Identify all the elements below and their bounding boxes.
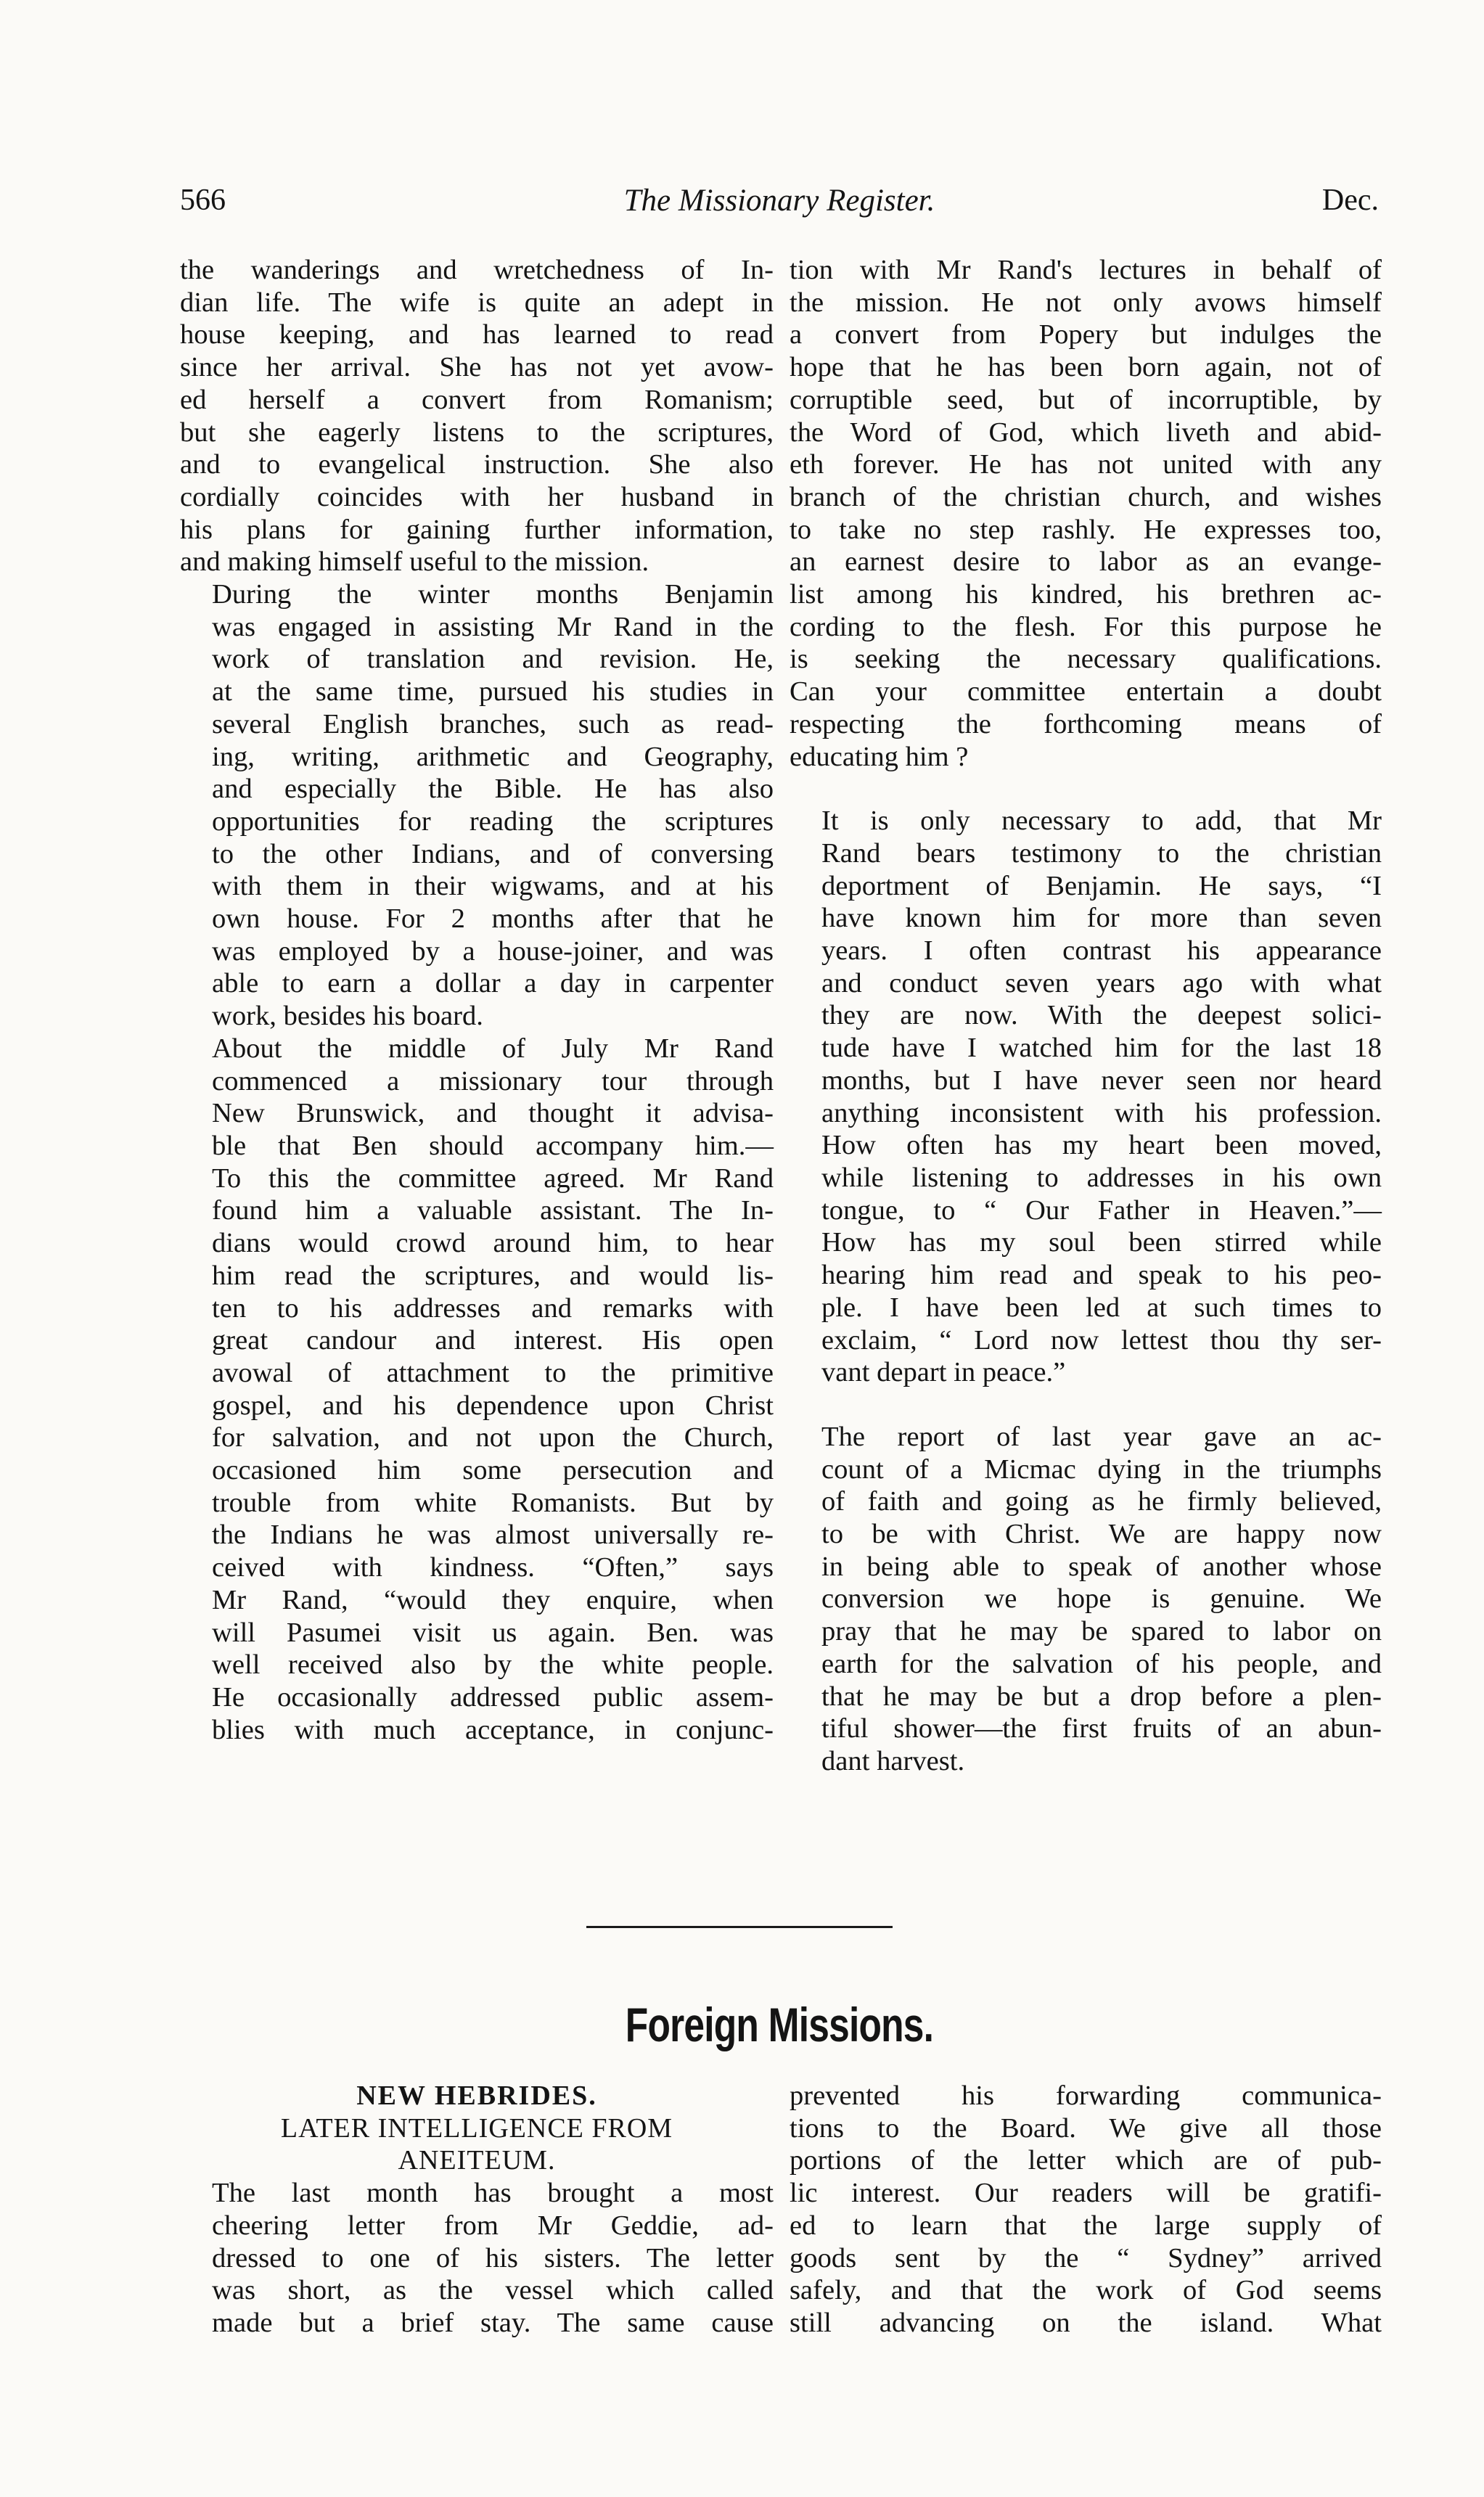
- text-line: The last month has brought a most: [212, 2178, 774, 2209]
- text-line: in being able to speak of another whose: [821, 1551, 1382, 1582]
- text-line: they are now. With the deepest solici-: [821, 1000, 1382, 1031]
- text-line: the Word of God, which liveth and abid-: [790, 417, 1382, 448]
- text-line: him read the scriptures, and would lis-: [212, 1260, 774, 1291]
- text-line: goods sent by the “ Sydney” arrived: [790, 2242, 1382, 2273]
- text-line: tude have I watched him for the last 18: [821, 1033, 1382, 1064]
- text-line: that he may be but a drop before a plen-: [821, 1681, 1382, 1712]
- right-column-bottom: [790, 2080, 1382, 2340]
- text-line: prevented his forwarding communica-: [790, 2080, 1382, 2111]
- text-line: dian life. The wife is quite an adept in: [180, 287, 774, 318]
- text-line: tions to the Board. We give all those: [790, 2112, 1382, 2144]
- text-line: ing, writing, arithmetic and Geography,: [212, 741, 774, 772]
- text-line: Mr Rand, “would they enquire, when: [212, 1584, 774, 1615]
- text-line: dressed to one of his sisters. The letter: [212, 2242, 774, 2273]
- text-line: the wanderings and wretchedness of In-: [180, 255, 774, 285]
- text-line: while listening to addresses in his own: [821, 1162, 1382, 1193]
- text-line: months, but I have never seen nor heard: [821, 1065, 1382, 1096]
- text-line: ceived with kindness. “Often,” says: [212, 1552, 774, 1583]
- text-line: for salvation, and not upon the Church,: [212, 1422, 774, 1453]
- text-line: and making himself useful to the mission.: [180, 546, 649, 578]
- article-heading: NEW HEBRIDES.: [356, 2080, 597, 2111]
- text-line: work, besides his board.: [212, 1001, 483, 1032]
- text-line: hope that he has been born again, not of: [790, 352, 1382, 383]
- text-line: an earnest desire to labor as an evange-: [790, 546, 1382, 578]
- text-line: occasioned him some persecution and: [212, 1455, 774, 1486]
- text-line: cording to the flesh. For this purpose he: [790, 611, 1382, 642]
- text-line: several English branches, such as read-: [212, 708, 774, 739]
- text-line: avowal of attachment to the primitive: [212, 1357, 774, 1388]
- text-line: but she eagerly listens to the scriptures,: [180, 417, 774, 448]
- text-line: at the same time, pursued his studies in: [212, 676, 774, 708]
- text-line: own house. For 2 months after that he: [212, 903, 774, 935]
- text-line: have known him for more than seven: [821, 903, 1382, 934]
- text-line: anything inconsistent with his profession.: [821, 1097, 1382, 1128]
- text-line: About the middle of July Mr Rand: [212, 1033, 774, 1064]
- text-line: house keeping, and has learned to read: [180, 319, 774, 350]
- issue-month: Dec.: [1321, 184, 1379, 217]
- text-line: dians would crowd around him, to hear: [212, 1228, 774, 1259]
- journal-title: The Missionary Register.: [623, 184, 935, 218]
- text-line: hearing him read and speak to his peo-: [821, 1260, 1382, 1291]
- text-line: educating him ?: [790, 741, 969, 772]
- text-line: is seeking the necessary qualifications.: [790, 644, 1382, 675]
- article-subheading-place: ANEITEUM.: [398, 2145, 556, 2176]
- text-line: made but a brief stay. The same cause: [212, 2307, 774, 2338]
- text-line: count of a Micmac dying in the triumphs: [821, 1453, 1382, 1485]
- text-line: ed herself a convert from Romanism;: [180, 384, 774, 415]
- text-line: Rand bears testimony to the christian: [821, 837, 1382, 869]
- text-line: was short, as the vessel which called: [212, 2275, 774, 2306]
- text-line: corruptible seed, but of incorruptible, by: [790, 384, 1382, 415]
- text-line: gospel, and his dependence upon Christ: [212, 1390, 774, 1421]
- paragraph: [180, 1033, 774, 1746]
- text-line: was employed by a house-joiner, and was: [212, 935, 774, 967]
- text-line: list among his kindred, his brethren ac-: [790, 579, 1382, 610]
- text-line: How has my soul been stirred while: [821, 1227, 1382, 1258]
- text-line: The report of last year gave an ac-: [821, 1421, 1382, 1452]
- text-line: During the winter months Benjamin: [212, 579, 774, 610]
- text-line: respecting the forthcoming means of: [790, 708, 1382, 739]
- text-line: well received also by the white people.: [212, 1649, 774, 1681]
- text-line: tion with Mr Rand's lectures in behalf of: [790, 255, 1382, 285]
- text-line: his plans for gaining further information,: [180, 514, 774, 545]
- text-line: tongue, to “ Our Father in Heaven.”—: [821, 1194, 1382, 1226]
- text-line: and conduct seven years ago with what: [821, 967, 1382, 999]
- text-line: blies with much acceptance, in conjunc-: [212, 1714, 774, 1745]
- text-line: years. I often contrast his appearance: [821, 935, 1382, 967]
- text-line: ble that Ben should accompany him.—: [212, 1130, 774, 1161]
- right-column-top: [790, 254, 1382, 1778]
- text-line: earth for the salvation of his people, and: [821, 1648, 1382, 1679]
- text-line: He occasionally addressed public assem-: [212, 1681, 774, 1713]
- text-line: of faith and going as he firmly believed,: [821, 1486, 1382, 1517]
- text-line: to be with Christ. We are happy now: [821, 1519, 1382, 1550]
- text-line: ten to his addresses and remarks with: [212, 1292, 774, 1324]
- text-line: ple. I have been led at such times to: [821, 1292, 1382, 1323]
- text-line: was engaged in assisting Mr Rand in the: [212, 611, 774, 642]
- page-number: 566: [180, 184, 226, 217]
- text-line: and especially the Bible. He has also: [212, 774, 774, 805]
- text-line: exclaim, “ Lord now lettest thou thy ser-: [821, 1324, 1382, 1356]
- paragraph: [180, 254, 774, 578]
- text-line: with them in their wigwams, and at his: [212, 871, 774, 902]
- text-line: the Indians he was almost universally re-: [212, 1520, 774, 1551]
- paragraph: [790, 805, 1382, 1389]
- text-line: portions of the letter which are of pub-: [790, 2145, 1382, 2176]
- article-subheading: LATER INTELLIGENCE FROM: [280, 2112, 673, 2144]
- text-line: a convert from Popery but indulges the: [790, 319, 1382, 350]
- text-line: opportunities for reading the scriptures: [212, 805, 774, 837]
- text-line: ed to learn that the large supply of: [790, 2210, 1382, 2241]
- text-line: tiful shower—the first fruits of an abun-: [821, 1713, 1382, 1744]
- text-line: pray that he may be spared to labor on: [821, 1616, 1382, 1647]
- text-line: lic interest. Our readers will be gratifi-: [790, 2178, 1382, 2209]
- text-line: trouble from white Romanists. But by: [212, 1487, 774, 1518]
- text-line: found him a valuable assistant. The In-: [212, 1195, 774, 1226]
- left-column-top: [180, 254, 774, 1746]
- left-column-bottom: [180, 2080, 774, 2340]
- text-line: work of translation and revision. He,: [212, 644, 774, 675]
- text-line: conversion we hope is genuine. We: [821, 1583, 1382, 1615]
- paragraph: [790, 1421, 1382, 1778]
- text-line: commenced a missionary tour through: [212, 1065, 774, 1096]
- text-line: It is only necessary to add, that Mr: [821, 805, 1382, 837]
- text-line: since her arrival. She has not yet avow-: [180, 352, 774, 383]
- text-line: and to evangelical instruction. She also: [180, 449, 774, 480]
- text-line: eth forever. He has not united with any: [790, 449, 1382, 480]
- section-divider: [586, 1926, 893, 1928]
- paragraph: [180, 2177, 774, 2340]
- text-line: deportment of Benjamin. He says, “I: [821, 870, 1382, 901]
- text-line: vant depart in peace.”: [821, 1357, 1066, 1388]
- text-line: dant harvest.: [821, 1745, 965, 1776]
- text-line: will Pasumei visit us again. Ben. was: [212, 1617, 774, 1648]
- text-line: safely, and that the work of God seems: [790, 2275, 1382, 2306]
- text-line: to the other Indians, and of conversing: [212, 838, 774, 869]
- text-line: the mission. He not only avows himself: [790, 287, 1382, 318]
- text-line: to take no step rashly. He expresses too,: [790, 514, 1382, 545]
- paragraph: [790, 254, 1382, 773]
- text-line: branch of the christian church, and wishes: [790, 481, 1382, 512]
- text-line: How often has my heart been moved,: [821, 1130, 1382, 1161]
- paragraph: [790, 2080, 1382, 2340]
- text-line: cheering letter from Mr Geddie, ad-: [212, 2210, 774, 2241]
- paragraph: [180, 578, 774, 1033]
- section-heading: Foreign Missions.: [625, 1998, 934, 2051]
- text-line: cordially coincides with her husband in: [180, 481, 774, 512]
- text-line: great candour and interest. His open: [212, 1325, 774, 1356]
- text-line: able to earn a dollar a day in carpenter: [212, 968, 774, 999]
- text-line: To this the committee agreed. Mr Rand: [212, 1163, 774, 1194]
- text-line: Can your committee entertain a doubt: [790, 676, 1382, 708]
- text-line: New Brunswick, and thought it advisa-: [212, 1098, 774, 1129]
- running-header: [180, 183, 1379, 226]
- text-line: still advancing on the island. What: [790, 2307, 1382, 2338]
